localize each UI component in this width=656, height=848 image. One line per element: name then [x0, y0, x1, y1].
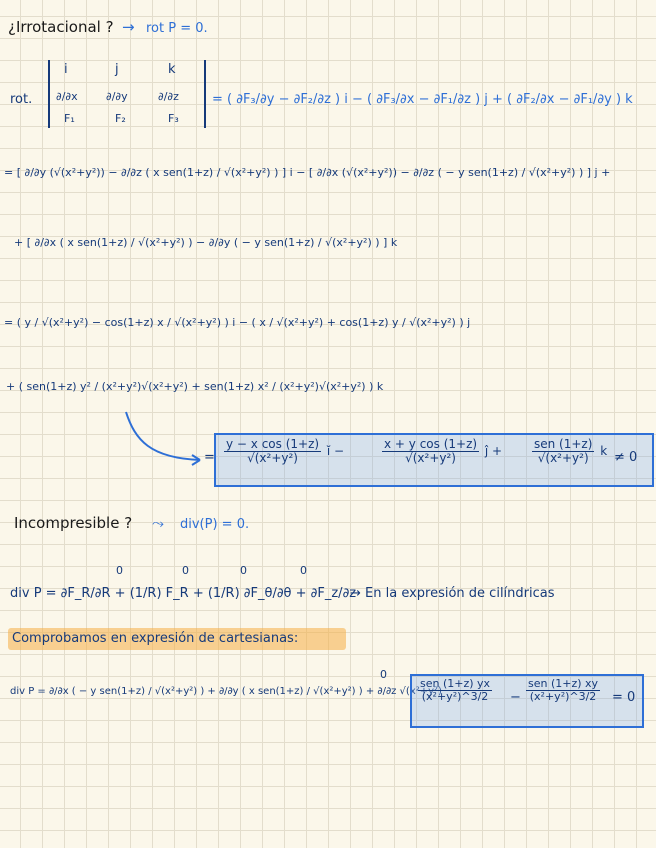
unit-i: i	[64, 62, 68, 77]
rot-label: rot.	[10, 92, 33, 107]
div-cylindrical: div P = ∂F_R/∂R + (1/R) F_R + (1/R) ∂F_θ/∂θ + ∂F_z/∂z	[10, 586, 357, 601]
equals-zero: = 0	[612, 690, 636, 705]
partial-z: ∂/∂z	[158, 90, 179, 103]
zero-marker: 0	[300, 564, 307, 577]
div-result-term-2: $\frac{\text{sen (1+z) xy}}{\text{(x²+y²)\textasciicircum{}3/2}}$	[528, 677, 599, 704]
f2: F₂	[115, 112, 126, 125]
rot-step-2: = ( y / √(x²+y²) − cos(1+z) x / √(x²+y²) ) i − ( x / √(x²+y²) + cos(1+z) y / √(x²+y²) ) j	[4, 316, 471, 329]
rot-expansion: = ( ∂F₃/∂y − ∂F₂/∂z ) i − ( ∂F₃/∂x − ∂F₁/∂z ) j + ( ∂F₂/∂x − ∂F₁/∂y ) k	[212, 92, 633, 107]
zero-marker: 0	[380, 668, 387, 681]
partial-x: ∂/∂x	[56, 90, 78, 103]
zero-marker: 0	[116, 564, 123, 577]
incompressible-question: Incompresible ?	[14, 514, 133, 532]
partial-y: ∂/∂y	[106, 90, 128, 103]
f1: F₁	[64, 112, 75, 125]
unit-k: k	[168, 62, 176, 77]
wavy-arrow-icon: ⤳	[152, 514, 165, 532]
result-term-1: $\frac{\text{y − x cos (1+z)}}{\text{√(x²+y²)}}$ ĭ −	[226, 437, 345, 466]
rot-condition: rot P = 0.	[146, 21, 208, 36]
result-term-3: $\frac{\text{sen (1+z)}}{\text{√(x²+y²)}}$ k	[534, 437, 608, 466]
zero-marker: 0	[240, 564, 247, 577]
equals-sign: =	[204, 450, 215, 465]
rot-step-3: + ( sen(1+z) y² / (x²+y²)√(x²+y²) + sen(1+z) x² / (x²+y²)√(x²+y²) ) k	[6, 380, 384, 393]
div-condition: div(P) = 0.	[180, 517, 250, 532]
div-result-term-1: $\frac{\text{sen (1+z) yx}}{\text{(x²+y²)\textasciicircum{}3/2}}$	[420, 677, 491, 704]
result-term-2: $\frac{\text{x + y cos (1+z)}}{\text{√(x²+y²)}}$ ĵ +	[384, 437, 503, 466]
unit-j: j	[115, 62, 119, 77]
cylindrical-note: → En la expresión de cilíndricas	[350, 586, 555, 601]
zero-marker: 0	[182, 564, 189, 577]
irrotational-question: ¿Irrotacional ?	[8, 18, 114, 36]
rot-step-1a: = [ ∂/∂y (√(x²+y²)) − ∂/∂z ( x sen(1+z) / √(x²+y²) ) ] i − [ ∂/∂x (√(x²+y²)) − ∂/∂z ( − y sen(1+z) / √(x²+y²) ) ] j +	[4, 166, 611, 179]
div-cartesian: div P = ∂/∂x ( − y sen(1+z) / √(x²+y²) ) + ∂/∂y ( x sen(1+z) / √(x²+y²) ) + ∂/∂z √(x²+y²)	[10, 686, 442, 697]
f3: F₃	[168, 112, 179, 125]
minus-sign: −	[510, 690, 521, 705]
arrow-icon: →	[122, 18, 135, 36]
not-equal-zero: ≠ 0	[614, 450, 638, 465]
rot-step-1b: + [ ∂/∂x ( x sen(1+z) / √(x²+y²) ) − ∂/∂y ( − y sen(1+z) / √(x²+y²) ) ] k	[14, 236, 398, 249]
cartesian-check-label: Comprobamos en expresión de cartesianas:	[12, 631, 299, 646]
